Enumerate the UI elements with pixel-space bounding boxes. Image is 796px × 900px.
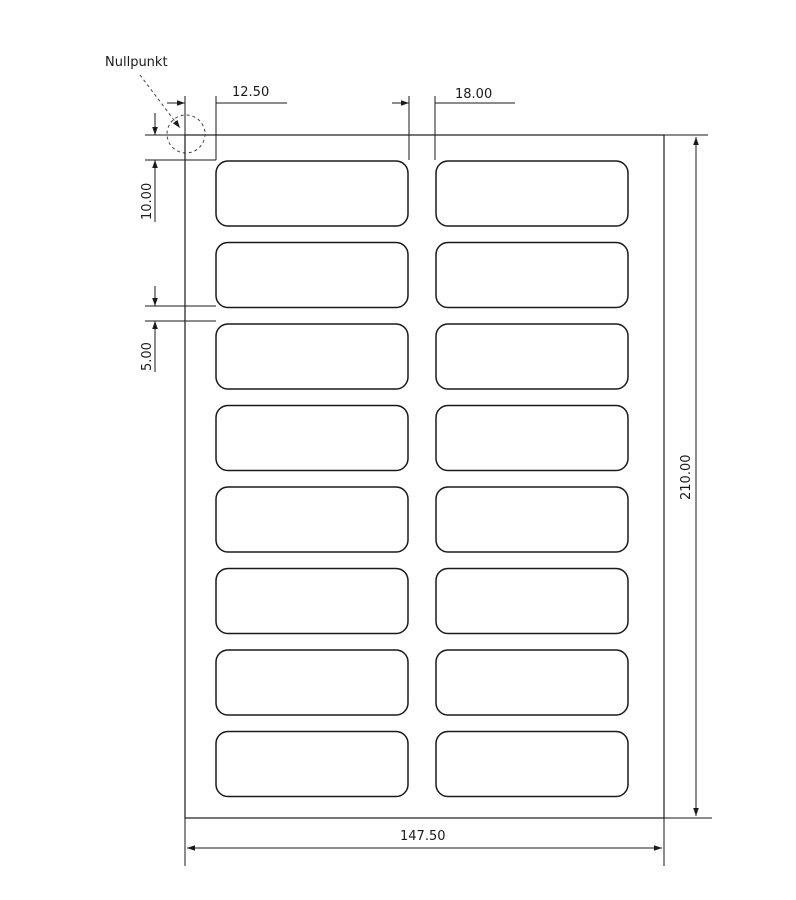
label-r3-c2 — [436, 324, 628, 389]
label-r5-c1 — [216, 487, 408, 552]
label-r4-c1 — [216, 406, 408, 471]
label-r1-c1 — [216, 161, 408, 226]
label-r6-c2 — [436, 569, 628, 634]
height-value: 210.00 — [679, 454, 694, 500]
label-r3-c1 — [216, 324, 408, 389]
label-r7-c1 — [216, 650, 408, 715]
width-value: 147.50 — [400, 829, 446, 844]
origin-pointer-arrow — [140, 75, 180, 128]
top-margin-value: 10.00 — [140, 182, 155, 220]
origin-label: Nullpunkt — [105, 55, 168, 70]
row-gap-value: 5.00 — [140, 342, 155, 371]
label-r8-c2 — [436, 732, 628, 797]
label-r6-c1 — [216, 569, 408, 634]
label-r4-c2 — [436, 406, 628, 471]
label-r2-c2 — [436, 243, 628, 308]
label-r5-c2 — [436, 487, 628, 552]
column-gap-value: 18.00 — [455, 87, 493, 102]
label-r7-c2 — [436, 650, 628, 715]
left-margin-value: 12.50 — [232, 85, 270, 100]
label-r8-c1 — [216, 732, 408, 797]
label-r2-c1 — [216, 243, 408, 308]
label-r1-c2 — [436, 161, 628, 226]
